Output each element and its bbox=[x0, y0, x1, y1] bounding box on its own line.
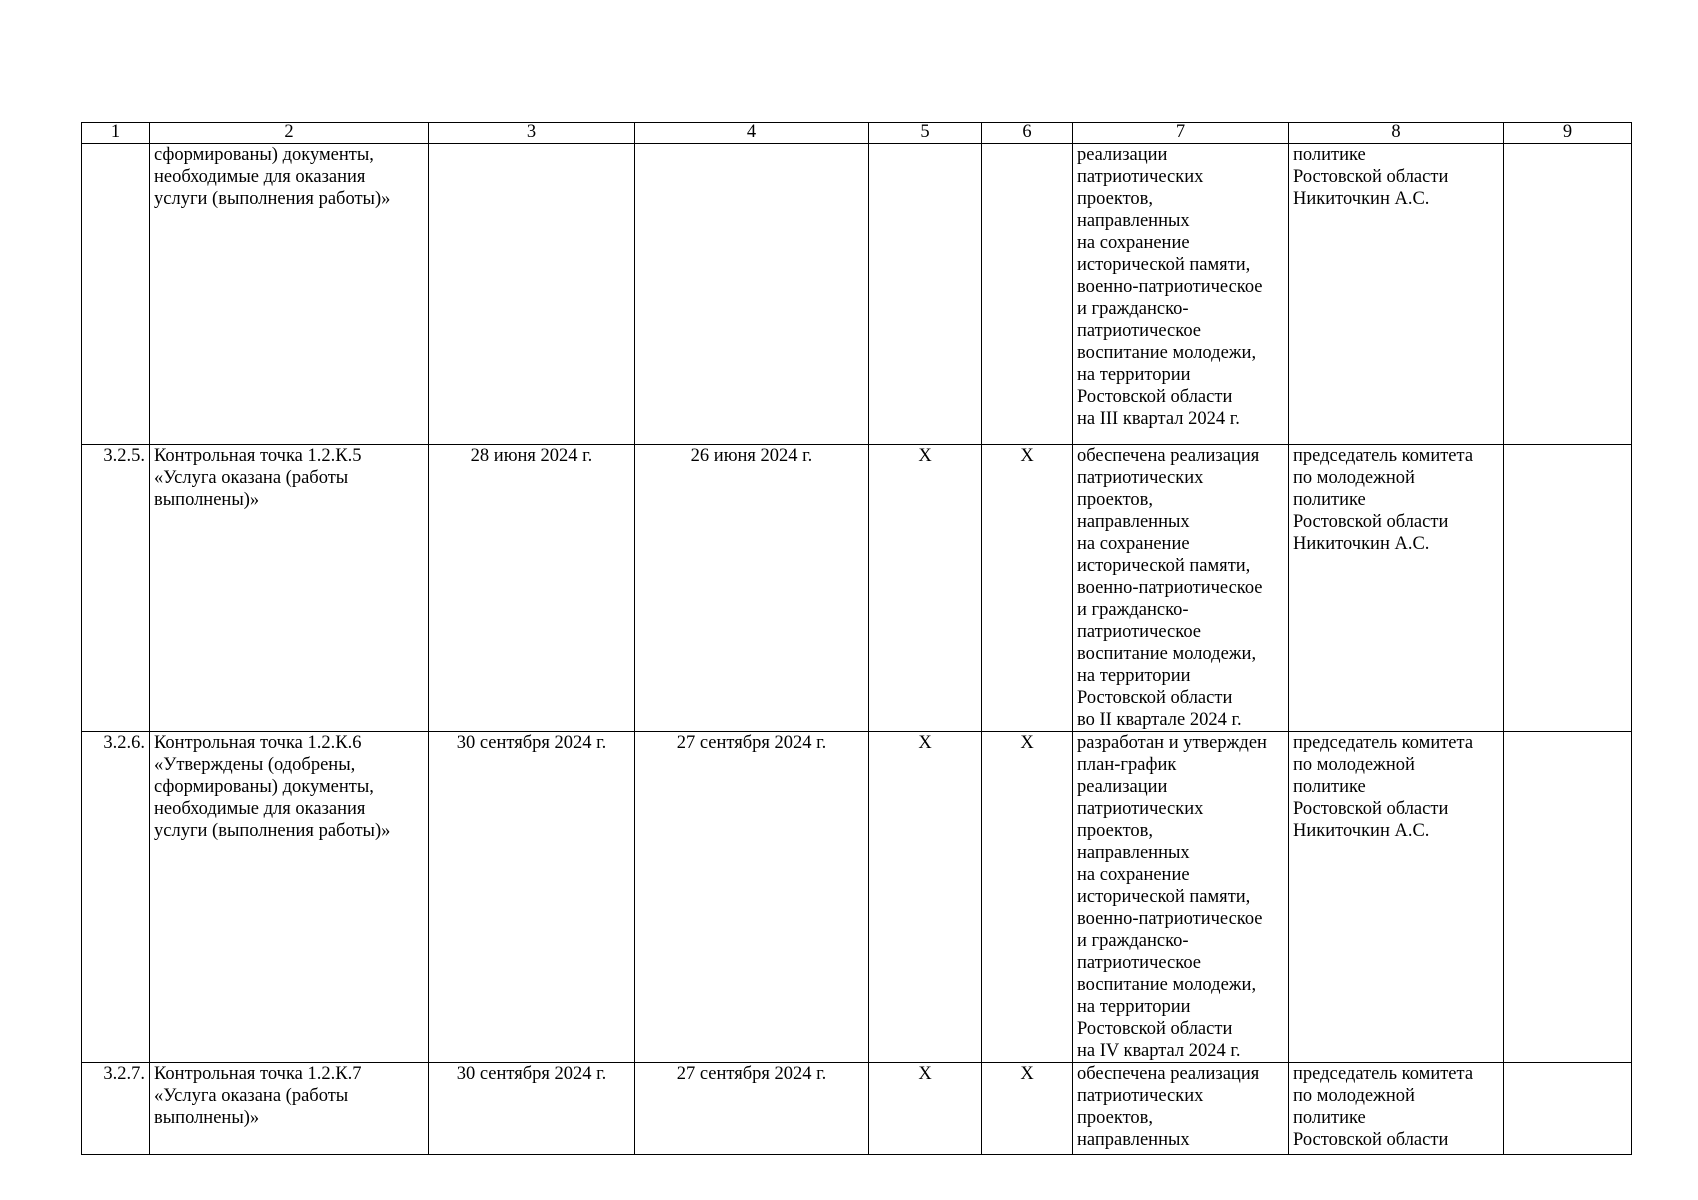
table-row bbox=[82, 732, 1632, 1063]
text-line: на территории bbox=[1077, 365, 1191, 385]
column-6-value: Х bbox=[982, 1063, 1073, 1155]
text-line: на IV квартал 2024 г. bbox=[1077, 1041, 1241, 1061]
column-number-7: 7 bbox=[1073, 123, 1289, 144]
column-number-1: 1 bbox=[82, 123, 150, 144]
event-name-lines bbox=[154, 1063, 424, 1129]
responsible-person-lines bbox=[1293, 1063, 1499, 1151]
text-line: обеспечена реализация bbox=[1077, 1064, 1260, 1084]
text-line: Контрольная точка 1.2.К.6 bbox=[154, 733, 362, 753]
row-number: 3.2.7. bbox=[82, 1063, 150, 1155]
text-line: исторической памяти, bbox=[1077, 255, 1251, 275]
responsible-person bbox=[1289, 445, 1504, 732]
text-line: патриотическое bbox=[1077, 953, 1202, 973]
column-number-4: 4 bbox=[635, 123, 869, 144]
text-line: направленных bbox=[1077, 211, 1190, 231]
text-line: патриотических bbox=[1077, 167, 1204, 187]
column-5-value: Х bbox=[869, 445, 982, 732]
plan-date: 30 сентября 2024 г. bbox=[429, 1063, 635, 1155]
column-6-value bbox=[982, 144, 1073, 445]
result-text-lines bbox=[1077, 144, 1284, 430]
result-text bbox=[1073, 732, 1289, 1063]
text-line: план-график bbox=[1077, 755, 1177, 775]
text-line: политике bbox=[1293, 145, 1366, 165]
text-line: воспитание молодежи, bbox=[1077, 343, 1257, 363]
responsible-person bbox=[1289, 732, 1504, 1063]
text-line: направленных bbox=[1077, 843, 1190, 863]
event-name-lines bbox=[154, 144, 424, 210]
text-line: военно-патриотическое bbox=[1077, 578, 1263, 598]
text-line: на сохранение bbox=[1077, 233, 1190, 253]
column-number-9: 9 bbox=[1504, 123, 1632, 144]
event-name bbox=[150, 144, 429, 445]
fact-date bbox=[635, 144, 869, 445]
text-line: председатель комитета bbox=[1293, 733, 1474, 753]
row-number: 3.2.5. bbox=[82, 445, 150, 732]
text-line: патриотическое bbox=[1077, 321, 1202, 341]
plan-date: 30 сентября 2024 г. bbox=[429, 732, 635, 1063]
text-line: проектов, bbox=[1077, 1108, 1154, 1128]
text-line: Ростовской области bbox=[1293, 799, 1449, 819]
result-text bbox=[1073, 445, 1289, 732]
text-line: направленных bbox=[1077, 1130, 1190, 1150]
text-line: по молодежной bbox=[1293, 755, 1415, 775]
control-points-table bbox=[81, 122, 1632, 1155]
result-text-lines bbox=[1077, 445, 1284, 731]
event-name bbox=[150, 445, 429, 732]
fact-date: 26 июня 2024 г. bbox=[635, 445, 869, 732]
text-line: услуги (выполнения работы)» bbox=[154, 821, 391, 841]
column-5-value: Х bbox=[869, 732, 982, 1063]
event-name-lines bbox=[154, 445, 424, 511]
result-text bbox=[1073, 1063, 1289, 1155]
text-line: услуги (выполнения работы)» bbox=[154, 189, 391, 209]
event-name bbox=[150, 1063, 429, 1155]
text-line: патриотических bbox=[1077, 468, 1204, 488]
text-line: на территории bbox=[1077, 997, 1191, 1017]
column-6-value: Х bbox=[982, 445, 1073, 732]
table-row bbox=[82, 445, 1632, 732]
text-line: необходимые для оказания bbox=[154, 799, 366, 819]
table-row bbox=[82, 144, 1632, 445]
text-line: патриотических bbox=[1077, 1086, 1204, 1106]
column-9-value bbox=[1504, 144, 1632, 445]
text-line: разработан и утвержден bbox=[1077, 733, 1267, 753]
text-line: и гражданско- bbox=[1077, 600, 1189, 620]
text-line: выполнены)» bbox=[154, 490, 260, 510]
event-name bbox=[150, 732, 429, 1063]
text-line: выполнены)» bbox=[154, 1108, 260, 1128]
text-line: и гражданско- bbox=[1077, 931, 1189, 951]
text-line: обеспечена реализация bbox=[1077, 446, 1260, 466]
result-text-lines bbox=[1077, 732, 1284, 1062]
text-line: политике bbox=[1293, 777, 1366, 797]
text-line: политике bbox=[1293, 490, 1366, 510]
text-line: «Услуга оказана (работы bbox=[154, 1086, 349, 1106]
fact-date: 27 сентября 2024 г. bbox=[635, 1063, 869, 1155]
column-number-3: 3 bbox=[429, 123, 635, 144]
column-9-value bbox=[1504, 1063, 1632, 1155]
text-line: на территории bbox=[1077, 666, 1191, 686]
result-text bbox=[1073, 144, 1289, 445]
text-line: Никиточкин А.С. bbox=[1293, 821, 1430, 841]
plan-date: 28 июня 2024 г. bbox=[429, 445, 635, 732]
column-number-8: 8 bbox=[1289, 123, 1504, 144]
text-line: Никиточкин А.С. bbox=[1293, 534, 1430, 554]
text-line: сформированы) документы, bbox=[154, 777, 374, 797]
responsible-person-lines bbox=[1293, 445, 1499, 555]
text-line: Ростовской области bbox=[1077, 1019, 1233, 1039]
plan-date bbox=[429, 144, 635, 445]
text-line: Никиточкин А.С. bbox=[1293, 189, 1430, 209]
column-5-value: Х bbox=[869, 1063, 982, 1155]
text-line: на сохранение bbox=[1077, 865, 1190, 885]
row-number bbox=[82, 144, 150, 445]
text-line: по молодежной bbox=[1293, 1086, 1415, 1106]
column-number-2: 2 bbox=[150, 123, 429, 144]
text-line: председатель комитета bbox=[1293, 446, 1474, 466]
responsible-person-lines bbox=[1293, 144, 1499, 210]
text-line: исторической памяти, bbox=[1077, 556, 1251, 576]
text-line: на сохранение bbox=[1077, 534, 1190, 554]
text-line: на III квартал 2024 г. bbox=[1077, 409, 1240, 429]
column-9-value bbox=[1504, 732, 1632, 1063]
text-line: сформированы) документы, bbox=[154, 145, 374, 165]
text-line: Ростовской области bbox=[1077, 688, 1233, 708]
text-line: Контрольная точка 1.2.К.7 bbox=[154, 1064, 362, 1084]
text-line: проектов, bbox=[1077, 189, 1154, 209]
text-line: реализации bbox=[1077, 777, 1168, 797]
text-line: по молодежной bbox=[1293, 468, 1415, 488]
text-line: направленных bbox=[1077, 512, 1190, 532]
responsible-person bbox=[1289, 1063, 1504, 1155]
text-line: «Услуга оказана (работы bbox=[154, 468, 349, 488]
text-line: «Утверждены (одобрены, bbox=[154, 755, 356, 775]
text-line: председатель комитета bbox=[1293, 1064, 1474, 1084]
text-line: проектов, bbox=[1077, 490, 1154, 510]
text-line: политике bbox=[1293, 1108, 1366, 1128]
column-number-row bbox=[82, 123, 1632, 144]
responsible-person bbox=[1289, 144, 1504, 445]
text-line: исторической памяти, bbox=[1077, 887, 1251, 907]
text-line: реализации bbox=[1077, 145, 1168, 165]
event-name-lines bbox=[154, 732, 424, 842]
text-line: патриотических bbox=[1077, 799, 1204, 819]
text-line: воспитание молодежи, bbox=[1077, 644, 1257, 664]
text-line: во II квартале 2024 г. bbox=[1077, 710, 1242, 730]
text-line: военно-патриотическое bbox=[1077, 277, 1263, 297]
text-line: патриотическое bbox=[1077, 622, 1202, 642]
fact-date: 27 сентября 2024 г. bbox=[635, 732, 869, 1063]
responsible-person-lines bbox=[1293, 732, 1499, 842]
text-line: Ростовской области bbox=[1293, 512, 1449, 532]
text-line: Контрольная точка 1.2.К.5 bbox=[154, 446, 362, 466]
text-line: военно-патриотическое bbox=[1077, 909, 1263, 929]
text-line: воспитание молодежи, bbox=[1077, 975, 1257, 995]
text-line: необходимые для оказания bbox=[154, 167, 366, 187]
text-line: и гражданско- bbox=[1077, 299, 1189, 319]
column-number-6: 6 bbox=[982, 123, 1073, 144]
text-line: Ростовской области bbox=[1077, 387, 1233, 407]
text-line: проектов, bbox=[1077, 821, 1154, 841]
text-line: Ростовской области bbox=[1293, 1130, 1449, 1150]
table-row bbox=[82, 1063, 1632, 1155]
result-text-lines bbox=[1077, 1063, 1284, 1151]
text-line: Ростовской области bbox=[1293, 167, 1449, 187]
column-5-value bbox=[869, 144, 982, 445]
column-6-value: Х bbox=[982, 732, 1073, 1063]
row-number: 3.2.6. bbox=[82, 732, 150, 1063]
column-9-value bbox=[1504, 445, 1632, 732]
column-number-5: 5 bbox=[869, 123, 982, 144]
